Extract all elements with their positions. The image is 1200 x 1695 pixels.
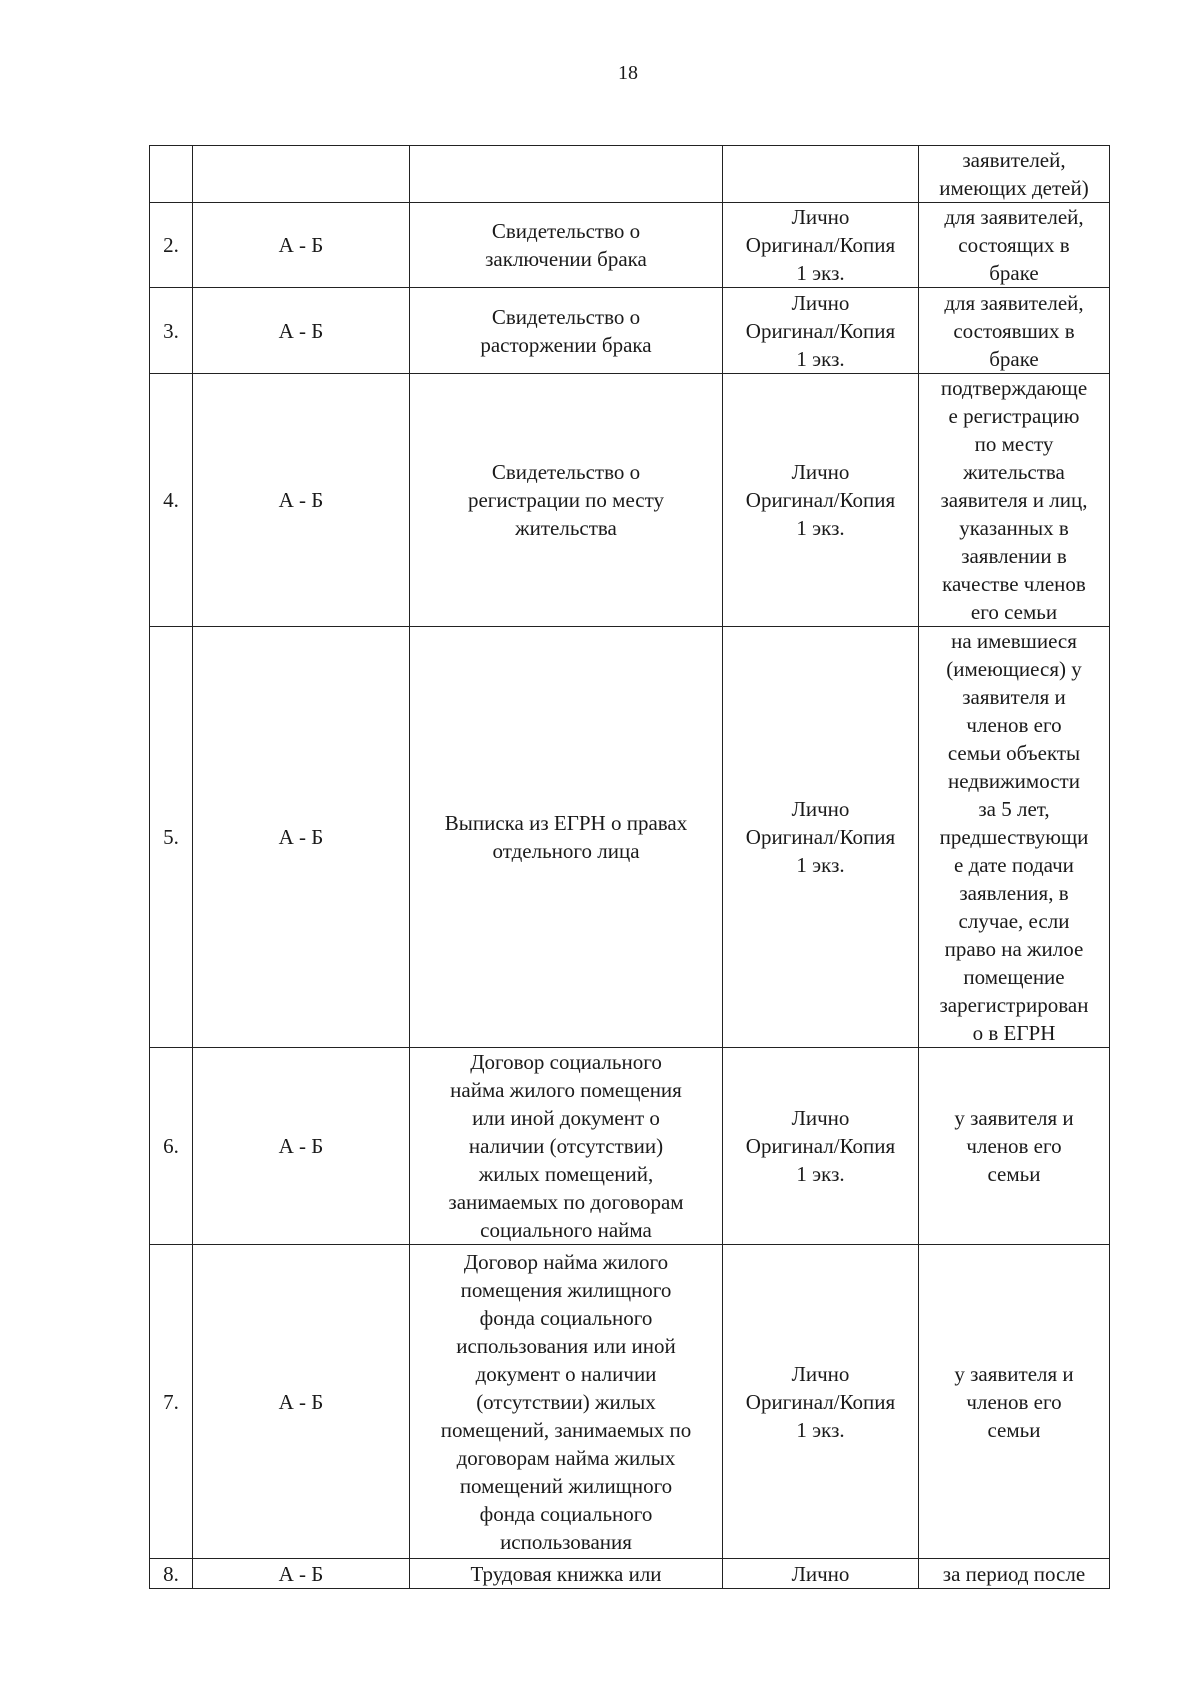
table-row <box>150 374 1110 627</box>
submission-form: Лично Оригинал/Копия 1 экз. <box>723 374 919 627</box>
row-number: 8. <box>150 1559 193 1589</box>
document-name: Выписка из ЕГРН о правах отдельного лица <box>410 627 723 1048</box>
document-name: Договор социального найма жилого помещения или иной документ о наличии (отсутствии) жилых помещений, занимаемых по договорам социального найма <box>410 1048 723 1245</box>
submission-form: Лично Оригинал/Копия 1 экз. <box>723 627 919 1048</box>
row-number: 4. <box>150 374 193 627</box>
document-name: Свидетельство о заключении брака <box>410 203 723 288</box>
applicant-category: А - Б <box>193 627 410 1048</box>
document-name: Свидетельство о расторжении брака <box>410 288 723 374</box>
applicant-category: А - Б <box>193 288 410 374</box>
table-row <box>150 627 1110 1048</box>
row-number: 5. <box>150 627 193 1048</box>
row-number: 3. <box>150 288 193 374</box>
table-row <box>150 203 1110 288</box>
document-note: у заявителя и членов его семьи <box>919 1245 1110 1559</box>
document-name: Трудовая книжка или <box>410 1559 723 1589</box>
submission-form: Лично Оригинал/Копия 1 экз. <box>723 1245 919 1559</box>
page-number: 18 <box>618 62 638 84</box>
document-note: для заявителей, состоявших в браке <box>919 288 1110 374</box>
applicant-category: А - Б <box>193 1048 410 1245</box>
row-number: 2. <box>150 203 193 288</box>
table-row <box>150 146 1110 203</box>
applicant-category: А - Б <box>193 203 410 288</box>
applicant-category: А - Б <box>193 374 410 627</box>
document-note: за период после <box>919 1559 1110 1589</box>
document-name: Свидетельство о регистрации по месту жительства <box>410 374 723 627</box>
applicant-category <box>193 146 410 203</box>
row-number <box>150 146 193 203</box>
table-row <box>150 1245 1110 1559</box>
submission-form: Лично <box>723 1559 919 1589</box>
table-row <box>150 288 1110 374</box>
documents-table <box>149 145 1110 1589</box>
submission-form <box>723 146 919 203</box>
applicant-category: А - Б <box>193 1245 410 1559</box>
document-note: для заявителей, состоящих в браке <box>919 203 1110 288</box>
submission-form: Лично Оригинал/Копия 1 экз. <box>723 203 919 288</box>
row-number: 7. <box>150 1245 193 1559</box>
table-row <box>150 1559 1110 1589</box>
document-name <box>410 146 723 203</box>
document-note: подтверждающе е регистрацию по месту жительства заявителя и лиц, указанных в заявлении в качестве членов его семьи <box>919 374 1110 627</box>
document-note: на имевшиеся (имеющиеся) у заявителя и членов его семьи объекты недвижимости за 5 лет, предшествующи е дате подачи заявления, в случае, если право на жилое помещение зарегистрирован о в ЕГРН <box>919 627 1110 1048</box>
document-note: у заявителя и членов его семьи <box>919 1048 1110 1245</box>
document-note: заявителей, имеющих детей) <box>919 146 1110 203</box>
submission-form: Лично Оригинал/Копия 1 экз. <box>723 288 919 374</box>
table-row <box>150 1048 1110 1245</box>
applicant-category: А - Б <box>193 1559 410 1589</box>
document-name: Договор найма жилого помещения жилищного фонда социального использования или иной документ о наличии (отсутствии) жилых помещений, занимаемых по договорам найма жилых помещений жилищного фонда социального использования <box>410 1245 723 1559</box>
row-number: 6. <box>150 1048 193 1245</box>
submission-form: Лично Оригинал/Копия 1 экз. <box>723 1048 919 1245</box>
